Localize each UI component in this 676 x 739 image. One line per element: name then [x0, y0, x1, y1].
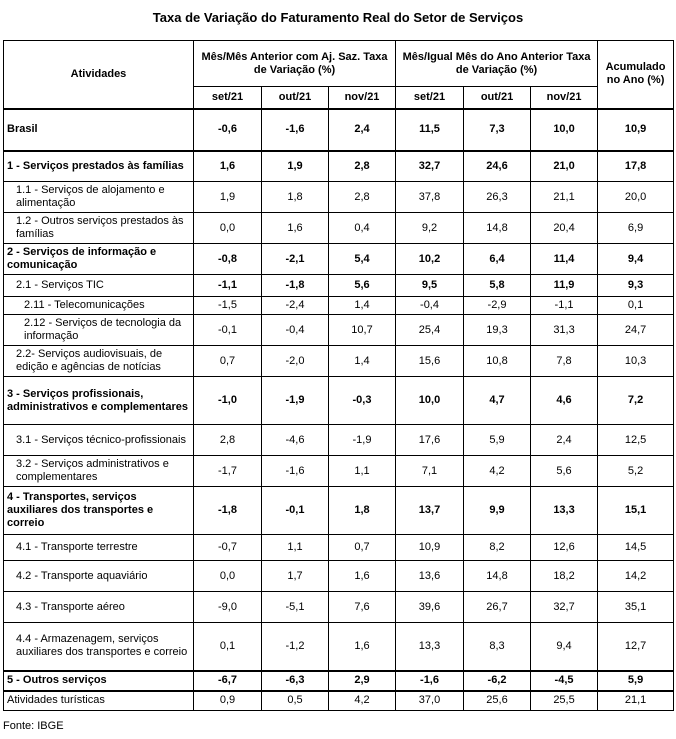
cell-value: 6,9: [598, 213, 674, 244]
cell-value: 1,7: [262, 561, 329, 592]
table-row: [4, 109, 674, 151]
table-row: [4, 297, 674, 315]
cell-value: 11,9: [531, 275, 598, 297]
cell-value: 13,3: [396, 623, 464, 671]
row-label: 2.1 - Serviços TIC: [4, 275, 194, 297]
cell-value: -2,1: [262, 244, 329, 275]
row-label: 4.1 - Transporte terrestre: [4, 535, 194, 561]
table-row: [4, 456, 674, 487]
row-label: 5 - Outros serviços: [4, 671, 194, 691]
table-row: [4, 623, 674, 671]
row-label: 2.11 - Telecomunicações: [4, 297, 194, 315]
row-label: 1 - Serviços prestados às famílias: [4, 151, 194, 182]
source-note: Fonte: IBGE: [3, 720, 64, 732]
cell-value: 4,6: [531, 377, 598, 425]
cell-value: 5,2: [598, 456, 674, 487]
cell-value: 4,2: [329, 691, 396, 711]
cell-value: -1,9: [329, 425, 396, 456]
row-label: 2.2- Serviços audiovisuais, de edição e agências de notícias: [4, 346, 194, 377]
cell-value: 7,6: [329, 592, 396, 623]
cell-value: 17,6: [396, 425, 464, 456]
header-month: out/21: [464, 87, 531, 109]
row-label: Brasil: [4, 109, 194, 151]
cell-value: 5,9: [464, 425, 531, 456]
row-label: 1.1 - Serviços de alojamento e alimentação: [4, 182, 194, 213]
cell-value: 10,3: [598, 346, 674, 377]
cell-value: 2,8: [329, 151, 396, 182]
cell-value: 1,9: [262, 151, 329, 182]
cell-value: -1,1: [194, 275, 262, 297]
cell-value: 0,0: [194, 561, 262, 592]
cell-value: 1,8: [329, 487, 396, 535]
cell-value: -9,0: [194, 592, 262, 623]
cell-value: 1,6: [329, 561, 396, 592]
row-label: 3.1 - Serviços técnico-profissionais: [4, 425, 194, 456]
cell-value: 0,9: [194, 691, 262, 711]
cell-value: 11,5: [396, 109, 464, 151]
header-group-month-month: Mês/Mês Anterior com Aj. Saz. Taxa de Variação (%): [194, 41, 396, 87]
cell-value: 0,1: [194, 623, 262, 671]
header-month: set/21: [194, 87, 262, 109]
table-row: [4, 671, 674, 691]
cell-value: 0,5: [262, 691, 329, 711]
cell-value: 25,6: [464, 691, 531, 711]
cell-value: 14,8: [464, 213, 531, 244]
header-month: nov/21: [531, 87, 598, 109]
cell-value: 8,2: [464, 535, 531, 561]
cell-value: 7,2: [598, 377, 674, 425]
cell-value: -0,3: [329, 377, 396, 425]
cell-value: -1,9: [262, 377, 329, 425]
header-month: out/21: [262, 87, 329, 109]
cell-value: 2,9: [329, 671, 396, 691]
cell-value: -1,2: [262, 623, 329, 671]
cell-value: 14,2: [598, 561, 674, 592]
cell-value: 9,9: [464, 487, 531, 535]
cell-value: 31,3: [531, 315, 598, 346]
cell-value: 0,0: [194, 213, 262, 244]
table-row: [4, 561, 674, 592]
cell-value: 32,7: [531, 592, 598, 623]
row-label: Atividades turísticas: [4, 691, 194, 711]
cell-value: 0,7: [329, 535, 396, 561]
cell-value: 10,0: [531, 109, 598, 151]
row-label: 1.2 - Outros serviços prestados às famílias: [4, 213, 194, 244]
cell-value: 0,1: [598, 297, 674, 315]
cell-value: 14,5: [598, 535, 674, 561]
cell-value: 5,9: [598, 671, 674, 691]
cell-value: 20,0: [598, 182, 674, 213]
cell-value: 5,8: [464, 275, 531, 297]
cell-value: 14,8: [464, 561, 531, 592]
table-row: [4, 151, 674, 182]
cell-value: 26,3: [464, 182, 531, 213]
cell-value: 7,3: [464, 109, 531, 151]
cell-value: 10,2: [396, 244, 464, 275]
cell-value: 12,7: [598, 623, 674, 671]
cell-value: 2,8: [194, 425, 262, 456]
cell-value: -1,6: [396, 671, 464, 691]
cell-value: 10,8: [464, 346, 531, 377]
cell-value: 10,0: [396, 377, 464, 425]
cell-value: 2,4: [329, 109, 396, 151]
cell-value: 25,5: [531, 691, 598, 711]
cell-value: 21,0: [531, 151, 598, 182]
row-label: 3.2 - Serviços administrativos e complementares: [4, 456, 194, 487]
header-accumulated: Acumulado no Ano (%): [598, 41, 674, 109]
cell-value: 18,2: [531, 561, 598, 592]
cell-value: -6,7: [194, 671, 262, 691]
cell-value: 12,6: [531, 535, 598, 561]
cell-value: 13,6: [396, 561, 464, 592]
cell-value: -4,6: [262, 425, 329, 456]
row-label: 4 - Transportes, serviços auxiliares dos transportes e correio: [4, 487, 194, 535]
cell-value: 20,4: [531, 213, 598, 244]
cell-value: -4,5: [531, 671, 598, 691]
cell-value: 24,6: [464, 151, 531, 182]
cell-value: 1,4: [329, 346, 396, 377]
cell-value: -1,1: [531, 297, 598, 315]
cell-value: -0,7: [194, 535, 262, 561]
table-row: [4, 691, 674, 711]
cell-value: 7,8: [531, 346, 598, 377]
cell-value: -2,9: [464, 297, 531, 315]
cell-value: 6,4: [464, 244, 531, 275]
cell-value: -1,0: [194, 377, 262, 425]
cell-value: -1,6: [262, 109, 329, 151]
table-row: [4, 346, 674, 377]
cell-value: 2,4: [531, 425, 598, 456]
cell-value: -0,4: [262, 315, 329, 346]
table-row: [4, 535, 674, 561]
header-month: nov/21: [329, 87, 396, 109]
cell-value: -2,0: [262, 346, 329, 377]
table-row: [4, 275, 674, 297]
table-row: [4, 182, 674, 213]
cell-value: 24,7: [598, 315, 674, 346]
cell-value: 0,4: [329, 213, 396, 244]
table-row: [4, 377, 674, 425]
header-activities: Atividades: [4, 41, 194, 109]
cell-value: 9,3: [598, 275, 674, 297]
cell-value: -1,8: [194, 487, 262, 535]
cell-value: 13,7: [396, 487, 464, 535]
cell-value: 10,9: [598, 109, 674, 151]
cell-value: -1,7: [194, 456, 262, 487]
cell-value: 19,3: [464, 315, 531, 346]
cell-value: 21,1: [531, 182, 598, 213]
table-row: [4, 244, 674, 275]
cell-value: 4,2: [464, 456, 531, 487]
cell-value: 8,3: [464, 623, 531, 671]
cell-value: 15,6: [396, 346, 464, 377]
cell-value: 4,7: [464, 377, 531, 425]
cell-value: 1,6: [194, 151, 262, 182]
cell-value: 17,8: [598, 151, 674, 182]
cell-value: 5,6: [329, 275, 396, 297]
cell-value: 1,6: [329, 623, 396, 671]
cell-value: -1,6: [262, 456, 329, 487]
data-table: [3, 40, 674, 711]
cell-value: 39,6: [396, 592, 464, 623]
cell-value: 37,0: [396, 691, 464, 711]
cell-value: 11,4: [531, 244, 598, 275]
cell-value: 21,1: [598, 691, 674, 711]
row-label: 4.2 - Transporte aquaviário: [4, 561, 194, 592]
cell-value: 5,4: [329, 244, 396, 275]
cell-value: 1,6: [262, 213, 329, 244]
cell-value: -2,4: [262, 297, 329, 315]
cell-value: -1,8: [262, 275, 329, 297]
cell-value: 10,7: [329, 315, 396, 346]
cell-value: 32,7: [396, 151, 464, 182]
header-month: set/21: [396, 87, 464, 109]
cell-value: 15,1: [598, 487, 674, 535]
cell-value: 1,1: [262, 535, 329, 561]
cell-value: 10,9: [396, 535, 464, 561]
cell-value: -1,5: [194, 297, 262, 315]
cell-value: -0,4: [396, 297, 464, 315]
header-group-year-month: Mês/Igual Mês do Ano Anterior Taxa de Variação (%): [396, 41, 598, 87]
cell-value: 35,1: [598, 592, 674, 623]
table-title: Taxa de Variação do Faturamento Real do Setor de Serviços: [152, 10, 524, 25]
table-row: [4, 487, 674, 535]
cell-value: 37,8: [396, 182, 464, 213]
row-label: 4.4 - Armazenagem, serviços auxiliares dos transportes e correio: [4, 623, 194, 671]
row-label: 3 - Serviços profissionais, administrativos e complementares: [4, 377, 194, 425]
cell-value: 9,4: [598, 244, 674, 275]
cell-value: 5,6: [531, 456, 598, 487]
row-label: 2 - Serviços de informação e comunicação: [4, 244, 194, 275]
cell-value: 12,5: [598, 425, 674, 456]
cell-value: 1,9: [194, 182, 262, 213]
cell-value: 13,3: [531, 487, 598, 535]
cell-value: 7,1: [396, 456, 464, 487]
cell-value: 0,7: [194, 346, 262, 377]
cell-value: 9,5: [396, 275, 464, 297]
table-row: [4, 315, 674, 346]
cell-value: 26,7: [464, 592, 531, 623]
cell-value: 25,4: [396, 315, 464, 346]
table-row: [4, 592, 674, 623]
cell-value: 9,2: [396, 213, 464, 244]
cell-value: 9,4: [531, 623, 598, 671]
cell-value: 1,1: [329, 456, 396, 487]
cell-value: -6,2: [464, 671, 531, 691]
cell-value: -0,6: [194, 109, 262, 151]
cell-value: -6,3: [262, 671, 329, 691]
cell-value: 1,8: [262, 182, 329, 213]
cell-value: -0,1: [194, 315, 262, 346]
cell-value: 1,4: [329, 297, 396, 315]
row-label: 4.3 - Transporte aéreo: [4, 592, 194, 623]
cell-value: 2,8: [329, 182, 396, 213]
table-row: [4, 213, 674, 244]
row-label: 2.12 - Serviços de tecnologia da informação: [4, 315, 194, 346]
cell-value: -5,1: [262, 592, 329, 623]
cell-value: -0,8: [194, 244, 262, 275]
cell-value: -0,1: [262, 487, 329, 535]
table-row: [4, 425, 674, 456]
